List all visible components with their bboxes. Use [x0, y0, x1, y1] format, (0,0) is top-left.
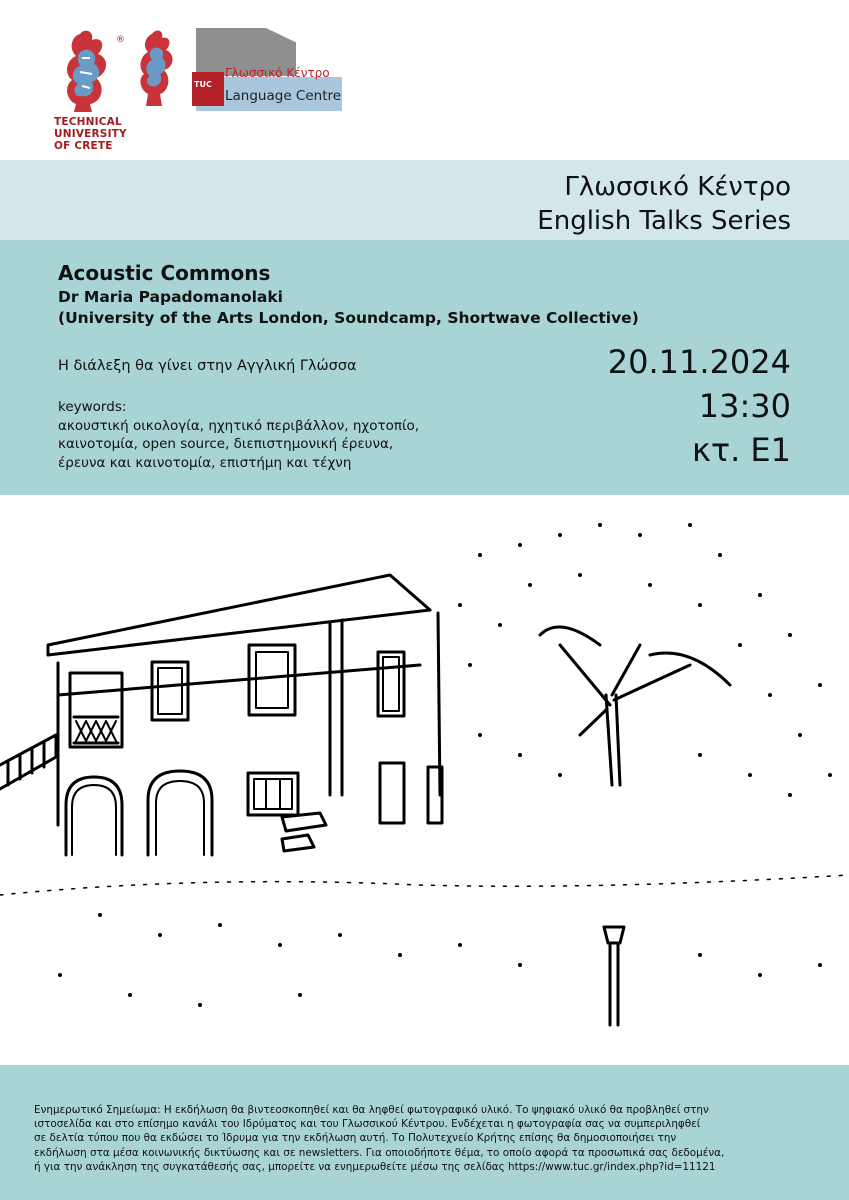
- university-name: [54, 116, 146, 152]
- event-date: 20.11.2024: [607, 343, 791, 381]
- talk-title: Acoustic Commons: [58, 261, 271, 285]
- keywords-line: έρευνα και καινοτομία, επιστήμη και τέχνη: [58, 454, 352, 471]
- logo-name-english: Language Centre: [225, 88, 342, 104]
- series-title-line: Γλωσσικό Κέντρο: [564, 172, 791, 202]
- series-title: [537, 170, 791, 238]
- university-name-line: TECHNICAL: [54, 116, 122, 128]
- svg-text:®: ®: [116, 35, 125, 45]
- minoan-emblem-icon: [138, 28, 188, 108]
- university-name-line: UNIVERSITY: [54, 128, 127, 140]
- language-centre-logo: [138, 28, 348, 112]
- keywords-line: ακουστική οικολογία, ηχητικό περιβάλλον, ηχοτοπίο,: [58, 417, 420, 434]
- keywords-line: καινοτομία, open source, διεπιστημονική έρευνα,: [58, 436, 394, 452]
- privacy-notice: [34, 1103, 824, 1174]
- notice-line: εκδήλωση στα μέσα κοινωνικής δικτύωσης και σε newsletters. Για οποιοδήποτε θέμα, το οποίο αφορά τα προσωπικά σας δεδομένα,: [34, 1146, 725, 1159]
- minoan-emblem-icon: [62, 28, 132, 114]
- keywords-label: keywords:: [58, 399, 127, 415]
- building-sketch-image: [0, 495, 849, 1065]
- notice-line: ιστοσελίδα και στο επίσημο κανάλι του Ιδρύματος και του Γλωσσικού Κέντρου. Ενδέχεται η φωτογραφία σας να συμπεριληφθεί: [34, 1118, 701, 1131]
- event-time: 13:30: [698, 387, 791, 425]
- series-title-line: English Talks Series: [537, 206, 791, 236]
- notice-line: ή για την ανάκληση της συγκατάθεσής σας, μπορείτε να ενημερωθείτε μέσω της σελίδας https://www.tuc.gr/index.php?id=11121: [34, 1160, 716, 1173]
- speaker-name: Dr Maria Papadomanolaki: [58, 288, 283, 306]
- logo-name-greek: Γλωσσικό Κέντρο: [225, 66, 330, 80]
- event-room: κτ. Ε1: [691, 431, 791, 469]
- logo-badge: TUC: [194, 80, 212, 89]
- notice-line: Ενημερωτικό Σημείωμα: Η εκδήλωση θα βιντεοσκοπηθεί και θα ληφθεί φωτογραφικό υλικό. Το ψηφιακό υλικό θα προβληθεί στην: [34, 1104, 709, 1116]
- notice-line: σε δελτία τύπου που θα εκδώσει το Ίδρυμα για την εκδήλωση αυτή. Το Πολυτεχνείο Κρήτης επίσης θα δημοσιοποιήσει την: [34, 1132, 677, 1145]
- tuc-logo: [52, 28, 142, 154]
- language-note: Η διάλεξη θα γίνει στην Αγγλική Γλώσσα: [58, 358, 357, 374]
- keywords-block: [58, 398, 419, 472]
- university-name-line: OF CRETE: [54, 140, 113, 152]
- event-info: [608, 340, 791, 472]
- speaker-affiliation: (University of the Arts London, Soundcamp, Shortwave Collective): [58, 309, 639, 327]
- logo-red-block: [192, 72, 224, 106]
- logo-area: [0, 0, 849, 160]
